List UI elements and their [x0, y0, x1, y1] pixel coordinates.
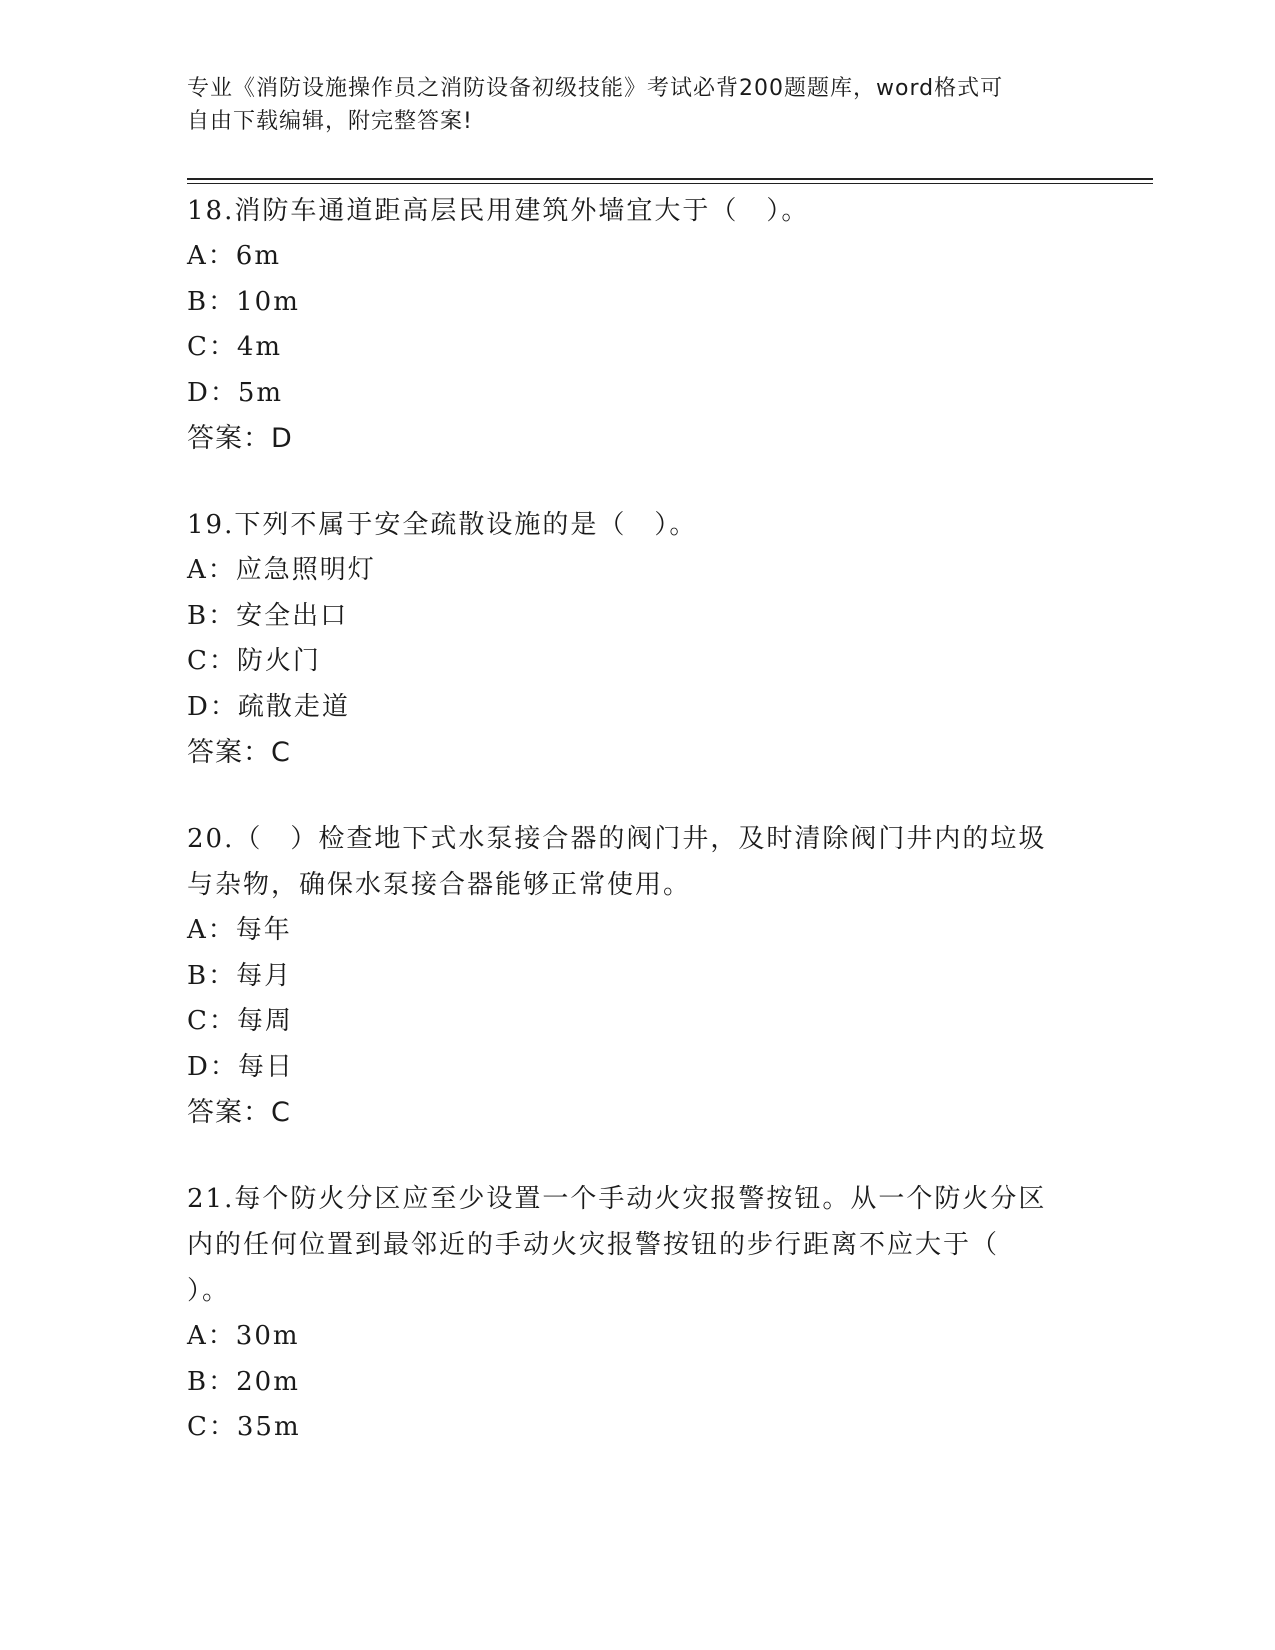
document-header	[187, 72, 1067, 138]
question-20	[187, 816, 1087, 1136]
option-b: B：每月	[187, 960, 293, 991]
option-b: B：安全出口	[187, 600, 349, 631]
option-c: C：防火门	[187, 646, 321, 676]
question-stem-line-1: 21.每个防火分区应至少设置一个手动火灾报警按钮。从一个防火分区	[187, 1184, 1047, 1214]
question-stem: 18.消防车通道距高层民用建筑外墙宜大于（ ）。	[187, 196, 810, 226]
option-d: D：每日	[187, 1051, 294, 1082]
answer-label: 答案：C	[187, 1097, 291, 1128]
question-stem-line-2: 内的任何位置到最邻近的手动火灾报警按钮的步行距离不应大于（	[187, 1230, 1000, 1260]
option-a: A：30m	[187, 1321, 300, 1351]
question-stem-line-3: ）。	[187, 1276, 231, 1306]
option-c: C：每周	[187, 1006, 293, 1036]
answer-label: 答案：D	[187, 423, 293, 454]
answer-label: 答案：C	[187, 737, 291, 768]
option-d: D：疏散走道	[187, 691, 350, 722]
question-stem-line-1: 20.（ ）检查地下式水泵接合器的阀门井，及时清除阀门井内的垃圾	[187, 824, 1047, 854]
header-line-1: 专业《消防设施操作员之消防设备初级技能》考试必背200题题库，word格式可	[187, 76, 1004, 101]
option-c: C：35m	[187, 1412, 301, 1442]
option-b: B：20m	[187, 1366, 300, 1397]
option-d: D：5m	[187, 377, 284, 408]
header-divider-thin	[187, 183, 1153, 184]
option-b: B：10m	[187, 286, 300, 317]
question-21	[187, 1176, 1087, 1451]
question-19	[187, 502, 1087, 776]
question-list	[187, 188, 1087, 1491]
question-stem: 19.下列不属于安全疏散设施的是（ ）。	[187, 510, 698, 540]
option-a: A：应急照明灯	[187, 555, 376, 585]
header-line-2: 自由下载编辑，附完整答案!	[187, 109, 473, 134]
option-a: A：6m	[187, 241, 281, 271]
question-18	[187, 188, 1087, 462]
option-a: A：每年	[187, 915, 292, 945]
header-divider-thick	[187, 178, 1153, 180]
question-stem-line-2: 与杂物，确保水泵接合器能够正常使用。	[187, 870, 692, 900]
option-c: C：4m	[187, 332, 283, 362]
